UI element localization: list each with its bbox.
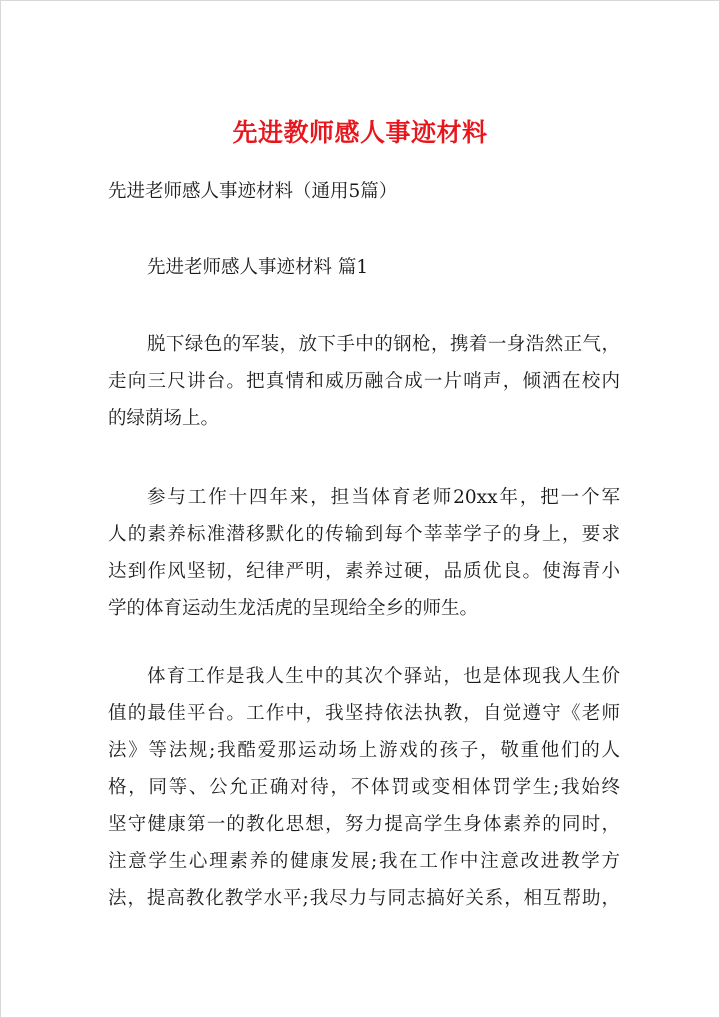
paragraph-line: 注意学生心理素养的健康发展;我在工作中注意改进教学方 (108, 851, 620, 872)
paragraph-line: 脱下绿色的军装，放下手中的钢枪，携着一身浩然正气， (147, 334, 620, 355)
paragraph-3 (108, 658, 620, 917)
document-title: 先进教师感人事迹材料 (232, 118, 488, 147)
paragraph-line: 法，提高教化教学水平;我尽力与同志搞好关系，相互帮助， (108, 888, 620, 909)
document-subtitle: 先进老师感人事迹材料（通用5篇） (108, 181, 398, 202)
paragraph-line: 的绿荫场上。 (108, 408, 220, 429)
paragraph-line: 法》等法规;我酷爱那运动场上游戏的孩子，敬重他们的人 (108, 740, 620, 761)
paragraph-line: 参与工作十四年来，担当体育老师20xx年，把一个军 (147, 487, 620, 508)
paragraph-2 (108, 479, 620, 627)
paragraph-line: 坚守健康第一的教化思想，努力提高学生身体素养的同时， (108, 814, 620, 835)
paragraph-line: 学的体育运动生龙活虎的呈现给全乡的师生。 (108, 598, 479, 619)
paragraph-line: 达到作风坚韧，纪律严明，素养过硬，品质优良。使海青小 (108, 561, 620, 582)
paragraph-line: 人的素养标准潜移默化的传输到每个莘莘学子的身上，要求 (108, 524, 620, 545)
paragraph-line: 走向三尺讲台。把真情和威历融合成一片哨声，倾洒在校内 (108, 371, 620, 392)
paragraph-line: 值的最佳平台。工作中，我坚持依法执教，自觉遵守《老师 (108, 703, 620, 724)
paragraph-line: 格，同等、公允正确对待，不体罚或变相体罚学生;我始终 (108, 777, 620, 798)
paragraph-1 (108, 326, 620, 437)
paragraph-line: 体育工作是我人生中的其次个驿站，也是体现我人生价 (147, 666, 620, 687)
section-heading: 先进老师感人事迹材料 篇1 (147, 257, 369, 278)
